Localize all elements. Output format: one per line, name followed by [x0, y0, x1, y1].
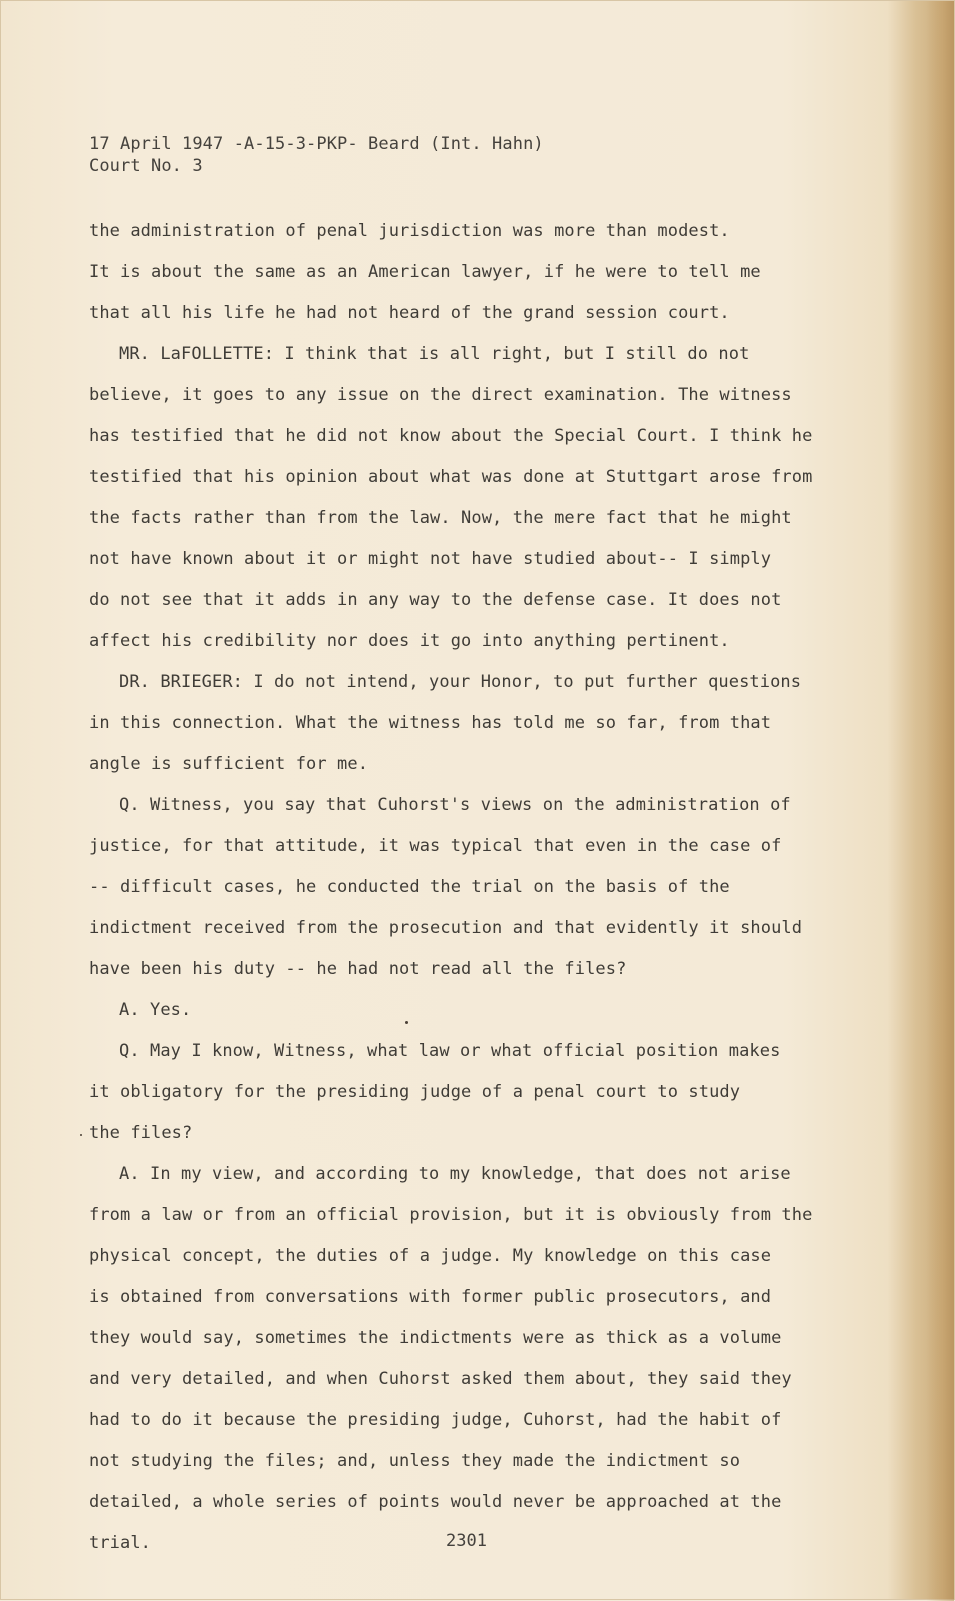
body-line: DR. BRIEGER: I do not intend, your Honor, to put further questions	[119, 672, 802, 692]
body-line: had to do it because the presiding judge, Cuhorst, had the habit of	[89, 1410, 782, 1430]
body-line: the files?	[89, 1123, 193, 1143]
body-line: that all his life he had not heard of the grand session court.	[89, 303, 730, 323]
page-number: 2301	[446, 1531, 487, 1551]
body-line: -- difficult cases, he conducted the trial on the basis of the	[89, 877, 730, 897]
paper-speck	[80, 1134, 82, 1136]
body-line: indictment received from the prosecution and that evidently it should	[89, 918, 803, 938]
body-line: from a law or from an official provision, but it is obviously from the	[89, 1205, 813, 1225]
body-line: testified that his opinion about what was done at Stuttgart arose from	[89, 467, 813, 487]
body-line: is obtained from conversations with former public prosecutors, and	[89, 1287, 772, 1307]
body-line: detailed, a whole series of points would never be approached at the	[89, 1492, 782, 1512]
body-line: affect his credibility nor does it go into anything pertinent.	[89, 631, 730, 651]
body-line: they would say, sometimes the indictments were as thick as a volume	[89, 1328, 782, 1348]
paper-speck	[405, 1021, 408, 1024]
body-line: physical concept, the duties of a judge. My knowledge on this case	[89, 1246, 772, 1266]
body-line: angle is sufficient for me.	[89, 754, 369, 774]
body-line: MR. LaFOLLETTE: I think that is all right, but I still do not	[119, 344, 750, 364]
body-line: have been his duty -- he had not read all the files?	[89, 959, 627, 979]
body-line: do not see that it adds in any way to the defense case. It does not	[89, 590, 782, 610]
body-line: It is about the same as an American lawyer, if he were to tell me	[89, 262, 761, 282]
body-line: believe, it goes to any issue on the direct examination. The witness	[89, 385, 792, 405]
body-line: Q. Witness, you say that Cuhorst's views on the administration of	[119, 795, 791, 815]
body-line: justice, for that attitude, it was typical that even in the case of	[89, 836, 782, 856]
transcript-body	[89, 211, 829, 1564]
body-line: not studying the files; and, unless they made the indictment so	[89, 1451, 741, 1471]
header-line-2: Court No. 3	[89, 156, 203, 176]
body-line: trial.	[89, 1533, 152, 1553]
body-line: and very detailed, and when Cuhorst asked them about, they said they	[89, 1369, 792, 1389]
body-line: it obligatory for the presiding judge of a penal court to study	[89, 1082, 741, 1102]
body-line: in this connection. What the witness has told me so far, from that	[89, 713, 772, 733]
body-line: not have known about it or might not have studied about-- I simply	[89, 549, 772, 569]
body-line: the administration of penal jurisdiction was more than modest.	[89, 221, 730, 241]
header-line-1: 17 April 1947 -A-15-3-PKP- Beard (Int. Hahn)	[89, 134, 544, 154]
body-line: A. Yes.	[119, 1000, 192, 1020]
body-line: Q. May I know, Witness, what law or what official position makes	[119, 1041, 781, 1061]
transcript-content	[89, 133, 829, 1564]
body-line: has testified that he did not know about the Special Court. I think he	[89, 426, 813, 446]
paper-edge-shadow	[926, 1, 954, 1601]
body-line: A. In my view, and according to my knowledge, that does not arise	[119, 1164, 791, 1184]
body-line: the facts rather than from the law. Now, the mere fact that he might	[89, 508, 792, 528]
